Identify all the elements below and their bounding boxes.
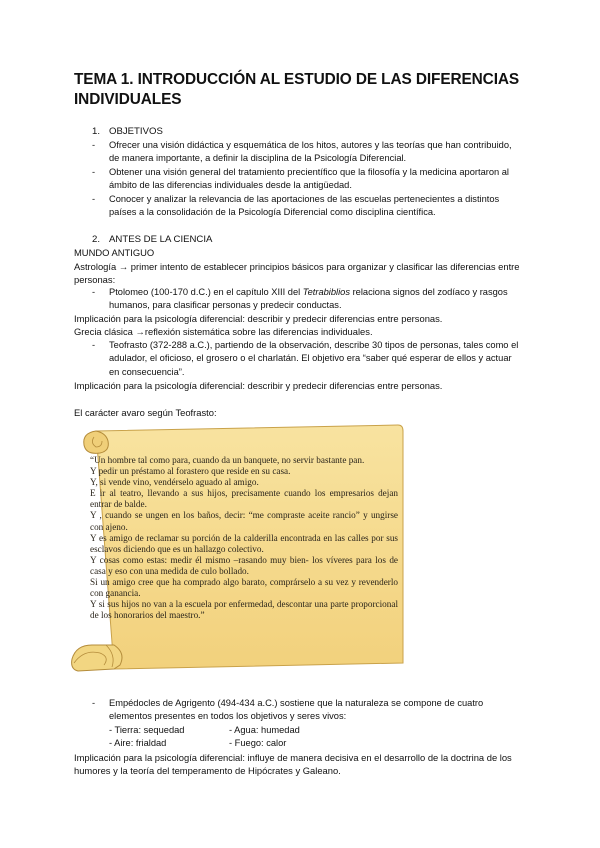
list-item	[92, 286, 524, 313]
ptolomeo-text-end: relaciona signos del zodíaco y rasgos humanos, para clasificar personas y predecir conductas.	[109, 287, 508, 311]
list-item	[92, 697, 524, 751]
empedocles-text: Empédocles de Agrigento (494-434 a.C.) sostiene que la naturaleza se compone de cuatro elementos presentes en todos los objetivos y seres vivos:	[109, 698, 484, 722]
list-item: - Obtener una visión general del tratamiento precientífico que la filosofía y la medicina aportaron al ámbito de las diferencias individuales desde la antigüedad.	[92, 166, 524, 193]
quote-line: “Un hombre tal como para, cuando da un banquete, no servir bastante pan.	[90, 455, 365, 465]
objetivos-list	[92, 139, 524, 219]
quote-line: Y, si vende vino, vendérselo aguado al amigo.	[90, 477, 259, 488]
element-aire: - Aire: frialdad	[109, 738, 167, 749]
element-agua: - Agua: humedad	[229, 724, 300, 735]
subheading-mundo-antiguo: MUNDO ANTIGUO	[74, 247, 155, 258]
list-item: - Ofrecer una visión didáctica y esquemática de los hitos, autores y las teorías que han contribuido, de manera importante, a definir la disciplina de la Psicología Diferencial.	[92, 139, 524, 166]
element-fuego: - Fuego: calor	[229, 738, 287, 749]
paragraph-implicacion-3: Implicación para la psicología diferencial: influye de manera decisiva en el desarrollo de la doctrina de los humores y la teoría del temperamento de Hipócrates y Galeano.	[74, 752, 512, 777]
elements-grid	[109, 724, 524, 751]
section-heading: OBJETIVOS	[109, 126, 163, 137]
grecia-list	[92, 339, 524, 379]
paragraph-astrologia: Astrología → primer intento de establecer principios básicos para organizar y clasificar las diferencias entre personas:	[74, 261, 520, 286]
quote-line: Y cosas como estas: medir él mismo –rasando muy bien- los víveres para los de casa y eso con una medida de culo bollado.	[90, 554, 398, 576]
quote-line: Si un amigo cree que ha comprado algo barato, comprárselo a su vez y revenderlo con ganancia.	[90, 577, 398, 599]
astrologia-list	[92, 286, 524, 313]
quote-line: Y pedir un préstamo al forastero que reside en su casa.	[90, 466, 291, 477]
quote-line: E ir al teatro, llevando a sus hijos, precisamente cuando los empresarios dejan entrar de balde.	[90, 488, 398, 510]
quote-line: Y si sus hijos no van a la escuela por enfermedad, descontar una parte proporcional de los honorarios del maestro.”	[90, 599, 398, 621]
teofrasto-quote	[90, 455, 398, 621]
quote-line: Y es amigo de reclamar su porción de la calderilla encontrada en las calles por sus esclavos diciendo que es un hallazgo colectivo.	[90, 532, 398, 554]
paragraph-grecia: Grecia clásica →reflexión sistemática sobre las diferencias individuales.	[74, 326, 373, 337]
paragraph-implicacion-1: Implicación para la psicología diferencial: describir y predecir diferencias entre personas.	[74, 313, 443, 324]
page-title: TEMA 1. INTRODUCCIÓN AL ESTUDIO DE LAS DIFERENCIAS INDIVIDUALES	[74, 71, 520, 108]
section-objetivos-heading	[92, 125, 163, 138]
list-item: - Teofrasto (372-288 a.C.), partiendo de la observación, describe 30 tipos de personas, tales como el adulador, el oficioso, el grosero o el charlatán. El objetivo era “saber qué esperar de ellos y actuar en consecuencia”.	[92, 339, 524, 379]
section-number: 2.	[92, 234, 101, 245]
ptolomeo-text: Ptolomeo (100-170 d.C.) en el capítulo XIII del	[109, 287, 303, 297]
section-heading: ANTES DE LA CIENCIA	[109, 234, 213, 245]
section-ciencia-heading	[92, 233, 212, 246]
element-tierra: - Tierra: sequedad	[109, 724, 185, 735]
book-title: Tetrabiblios	[302, 287, 350, 297]
empedocles-list	[92, 697, 524, 751]
paragraph-caracter-label: El carácter avaro según Teofrasto:	[74, 407, 217, 418]
quote-line: Y , cuando se ungen en los baños, decir: “me compraste aceite rancio” y ungirse con ajeno.	[90, 510, 398, 532]
section-number: 1.	[92, 126, 101, 137]
paragraph-implicacion-2: Implicación para la psicología diferencial: describir y predecir diferencias entre personas.	[74, 380, 443, 391]
list-item: - Conocer y analizar la relevancia de las aportaciones de las escuelas pertenecientes a distintos países a la consolidación de la Psicología Diferencial como disciplina científica.	[92, 193, 524, 220]
